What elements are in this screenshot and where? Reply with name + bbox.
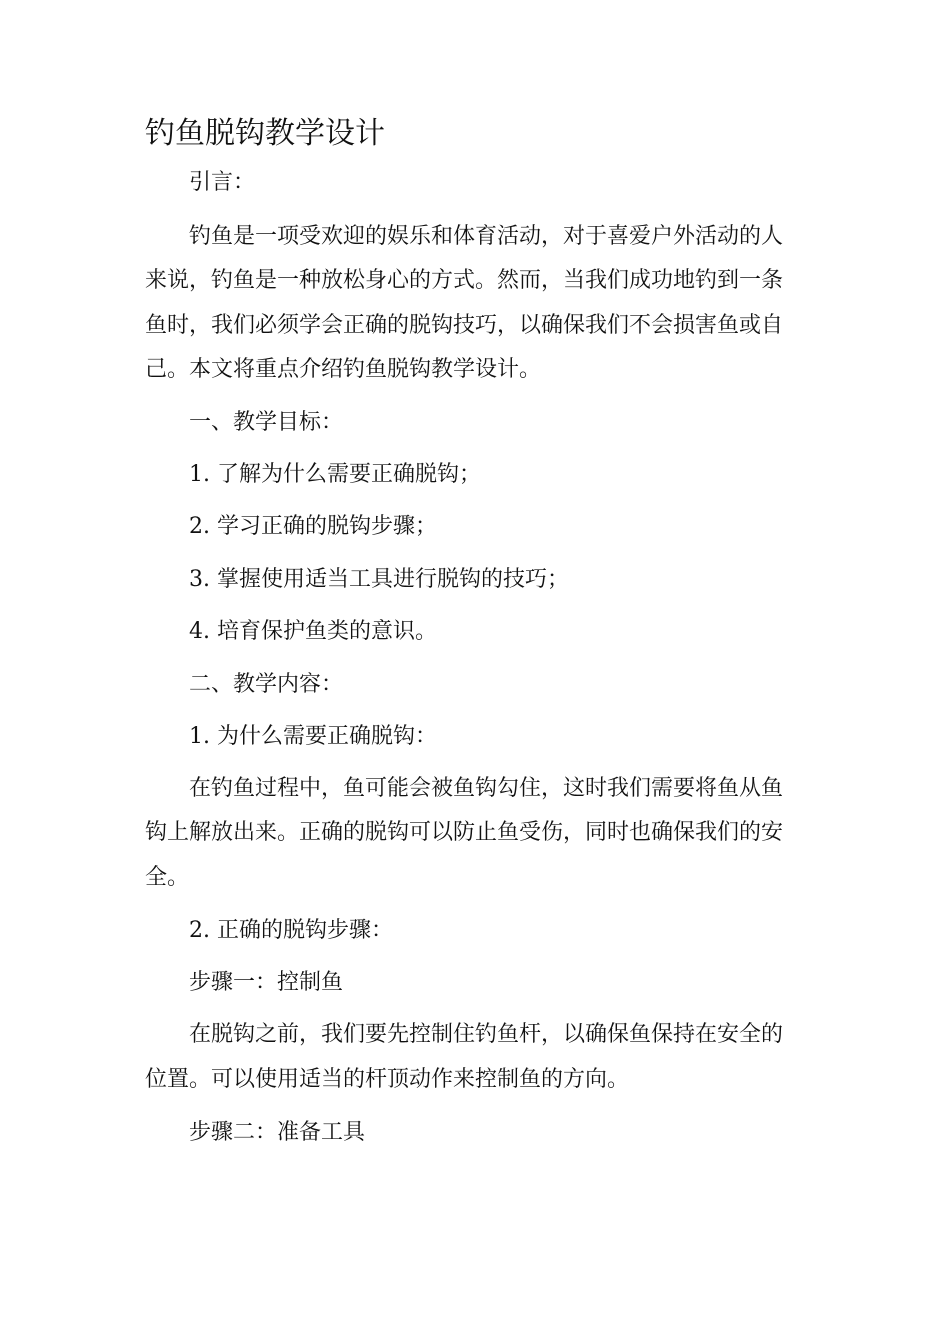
paragraph-line: 全。 [145,865,190,890]
paragraph-line: 位置。可以使用适当的杆顶动作来控制鱼的方向。 [145,1067,630,1092]
list-item: 2. 学习正确的脱钩步骤； [189,514,437,539]
paragraph-line: 来说，钓鱼是一种放松身心的方式。然而，当我们成功地钓到一条 [145,268,784,293]
step-heading: 步骤一：控制鱼 [189,970,344,995]
list-item: 3. 掌握使用适当工具进行脱钩的技巧； [189,567,569,592]
list-item: 1. 了解为什么需要正确脱钩； [189,462,481,487]
section-heading: 一、教学目标： [189,410,344,435]
subsection-heading: 2. 正确的脱钩步骤： [189,918,393,943]
paragraph-line: 己。本文将重点介绍钓鱼脱钩教学设计。 [145,357,542,382]
list-item: 4. 培育保护鱼类的意识。 [189,619,437,644]
paragraph-line: 鱼时，我们必须学会正确的脱钩技巧，以确保我们不会损害鱼或自 [145,313,784,338]
document-title: 钓鱼脱钩教学设计 [145,116,385,151]
paragraph-line: 在钓鱼过程中，鱼可能会被鱼钩勾住，这时我们需要将鱼从鱼 [189,776,784,801]
paragraph-line: 在脱钩之前，我们要先控制住钓鱼杆，以确保鱼保持在安全的 [189,1022,784,1047]
paragraph-line: 钓鱼是一项受欢迎的娱乐和体育活动，对于喜爱户外活动的人 [189,224,784,249]
paragraph-line: 引言： [189,170,256,195]
paragraph-line: 钩上解放出来。正确的脱钩可以防止鱼受伤，同时也确保我们的安 [145,820,784,845]
step-heading: 步骤二：准备工具 [189,1120,366,1145]
subsection-heading: 1. 为什么需要正确脱钩： [189,724,437,749]
section-heading: 二、教学内容： [189,672,344,697]
